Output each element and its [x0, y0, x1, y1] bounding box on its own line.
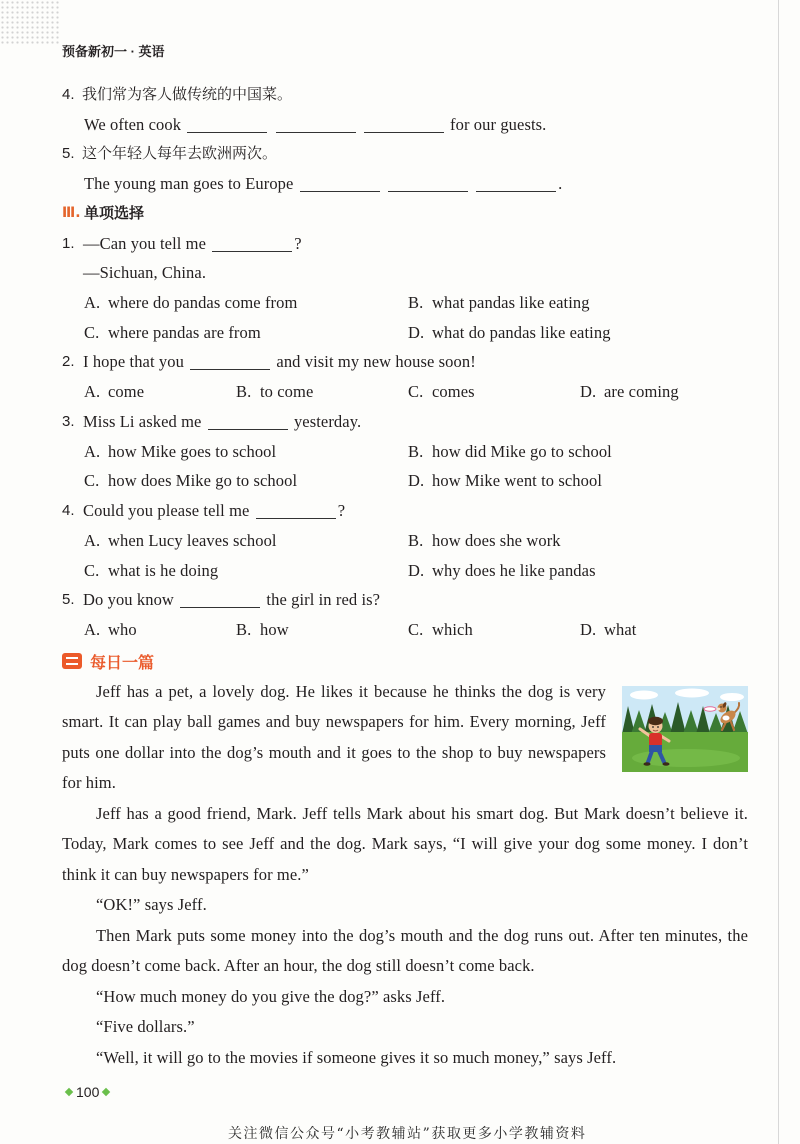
option-label: D. [580, 619, 597, 639]
answer-blank [190, 369, 270, 370]
section-title: 每日一篇 [90, 654, 155, 672]
option-c [84, 318, 261, 348]
question-2-stem [0, 347, 800, 377]
option-text: come [108, 382, 145, 402]
option-text: where pandas are from [108, 322, 261, 342]
option-text: why does he like pandas [432, 560, 596, 580]
option-label: B. [408, 293, 424, 313]
passage-line: “How much money do you give the dog?” asks Jeff. [96, 986, 446, 1006]
passage-line: puts one dollar into the dog’s mouth and it goes to the shop to buy newspapers [62, 742, 606, 762]
option-text: how did Mike go to school [432, 441, 612, 461]
option-b [236, 615, 289, 645]
question-number: 4. [62, 86, 75, 103]
option-text: how [260, 619, 289, 639]
passage-line: Today, Mark comes to see Jeff and the dog. Mark says, “I will give your dog some money. I don’t [62, 834, 748, 854]
sentence-before: We often cook [84, 114, 182, 134]
answer-blank [212, 251, 292, 252]
page-number [62, 1083, 113, 1101]
stem-after: and visit my new house soon! [276, 352, 476, 372]
option-text: how does she work [432, 530, 561, 550]
translation-4-chinese [0, 80, 800, 110]
exercise-block [0, 80, 800, 645]
passage-line: “OK!” says Jeff. [96, 895, 207, 915]
option-d [408, 318, 611, 348]
question-number: 4. [62, 502, 75, 520]
option-a [84, 615, 137, 645]
page-header: 预备新初一 · 英语 [62, 44, 165, 59]
question-text [83, 585, 380, 615]
question-4-options-cd [0, 556, 800, 586]
option-label: B. [236, 619, 252, 639]
section-marker-icon [62, 653, 82, 669]
option-label: C. [408, 619, 424, 639]
answer-blank [300, 191, 380, 192]
chinese-sentence: 我们常为客人做传统的中国菜。 [82, 86, 293, 103]
option-label: D. [408, 560, 425, 580]
answer-blank [276, 132, 356, 133]
option-c [408, 615, 473, 645]
passage-line: “Five dollars.” [96, 1017, 195, 1037]
option-label: A. [84, 293, 101, 313]
option-text: when Lucy leaves school [108, 530, 277, 550]
english-sentence [84, 169, 562, 199]
stem-before: Could you please tell me [83, 501, 250, 521]
option-label: D. [408, 322, 425, 342]
option-label: A. [84, 441, 101, 461]
option-text: how Mike goes to school [108, 441, 277, 461]
option-c [84, 556, 218, 586]
option-b [408, 288, 590, 318]
stem-after: ? [294, 233, 302, 253]
option-a [84, 377, 144, 407]
option-text: who [108, 619, 137, 639]
footer-note: 关注微信公众号“小考教辅站”获取更多小学教辅资料 [228, 1126, 587, 1142]
stem-before: I hope that you [83, 352, 184, 372]
option-text: how Mike went to school [432, 471, 603, 491]
question-3-options-ab [0, 437, 800, 467]
answer-blank [388, 191, 468, 192]
stem-after: yesterday. [293, 411, 362, 431]
passage-line: think it can buy newspapers for me.” [62, 864, 309, 884]
passage-line: for him. [62, 773, 116, 793]
sentence-after: . [558, 174, 563, 194]
section-3-heading [0, 199, 800, 229]
option-a [84, 437, 276, 467]
translation-5-chinese [0, 139, 800, 169]
question-number: 2. [62, 353, 75, 371]
stem-before: Miss Li asked me [83, 411, 202, 431]
question-5-options [0, 615, 800, 645]
option-label: A. [84, 530, 101, 550]
option-text: what pandas like eating [432, 293, 590, 313]
option-label: B. [408, 530, 424, 550]
dialogue-reply: —Sichuan, China. [83, 263, 207, 283]
option-text: what do pandas like eating [432, 322, 611, 342]
diamond-icon [65, 1088, 73, 1096]
section-title: 单项选择 [84, 204, 145, 222]
question-number: 3. [62, 412, 75, 430]
translation-5-english [0, 169, 800, 199]
question-4-stem [0, 496, 800, 526]
stem-after: ? [337, 501, 346, 521]
option-text: to come [260, 382, 314, 402]
option-d [580, 377, 679, 407]
question-number: 1. [62, 234, 75, 252]
option-a [84, 526, 277, 556]
option-b [236, 377, 313, 407]
sentence-before: The young man goes to Europe [84, 174, 294, 194]
stem-before: —Can you tell me [83, 233, 207, 253]
option-b [408, 437, 612, 467]
option-label: C. [408, 382, 424, 402]
option-a [84, 288, 297, 318]
diamond-icon [102, 1088, 110, 1096]
corner-dot-pattern [0, 0, 60, 44]
question-number: 5. [62, 145, 75, 163]
question-1-reply [0, 258, 800, 288]
answer-blank [364, 132, 444, 133]
page-number-text: 100 [76, 1084, 100, 1100]
option-label: A. [84, 619, 101, 639]
option-c [408, 377, 475, 407]
option-label: B. [408, 441, 424, 461]
option-c [84, 466, 297, 496]
passage-line: Then Mark puts some money into the dog’s mouth and the dog runs out. After ten minutes, the [96, 925, 748, 945]
question-1-options-cd [0, 318, 800, 348]
option-label: C. [84, 471, 100, 491]
passage-line: “Well, it will go to the movies if someone gives it so much money,” says Jeff. [96, 1047, 617, 1067]
option-text: what [604, 619, 637, 639]
option-label: C. [84, 560, 100, 580]
option-text: how does Mike go to school [108, 471, 298, 491]
question-text [83, 407, 361, 437]
option-d [580, 615, 636, 645]
question-2-options [0, 377, 800, 407]
question-5-stem [0, 585, 800, 615]
sentence-after: for our guests. [450, 114, 547, 134]
option-d [408, 466, 602, 496]
daily-reading-heading [62, 647, 154, 675]
answer-blank [180, 607, 260, 608]
option-b [408, 526, 561, 556]
option-label: A. [84, 382, 101, 402]
translation-4-english [0, 110, 800, 140]
passage-line: dog doesn’t come back. After an hour, the dog still doesn’t come back. [62, 956, 535, 976]
english-sentence [84, 110, 546, 140]
reading-passage [62, 677, 748, 1074]
question-number: 5. [62, 591, 75, 609]
answer-blank [256, 518, 336, 519]
option-d [408, 556, 596, 586]
option-label: D. [408, 471, 425, 491]
chinese-sentence: 这个年轻人每年去欧洲两次。 [82, 145, 278, 163]
passage-line: smart. It can play ball games and buy newspapers for him. Every morning, Jeff [62, 712, 606, 732]
section-numeral: Ⅲ. [62, 204, 81, 221]
question-3-options-cd [0, 466, 800, 496]
answer-blank [476, 191, 556, 192]
option-text: what is he doing [108, 560, 219, 580]
question-text [83, 347, 476, 377]
option-text: where do pandas come from [108, 293, 298, 313]
option-text: comes [432, 382, 475, 402]
option-label: B. [236, 382, 252, 402]
question-1-stem [0, 229, 800, 259]
question-text [83, 229, 302, 259]
answer-blank [187, 132, 267, 133]
question-3-stem [0, 407, 800, 437]
option-label: C. [84, 322, 100, 342]
passage-line: Jeff has a pet, a lovely dog. He likes it because he thinks the dog is very [96, 681, 606, 701]
question-text [83, 496, 345, 526]
stem-before: Do you know [83, 590, 174, 610]
stem-after: the girl in red is? [266, 590, 381, 610]
question-4-options-ab [0, 526, 800, 556]
option-text: which [432, 619, 473, 639]
answer-blank [208, 429, 288, 430]
option-label: D. [580, 382, 597, 402]
option-text: are coming [604, 382, 679, 402]
passage-line: Jeff has a good friend, Mark. Jeff tells Mark about his smart dog. But Mark doesn’t believe it. [96, 803, 748, 823]
question-1-options-ab [0, 288, 800, 318]
